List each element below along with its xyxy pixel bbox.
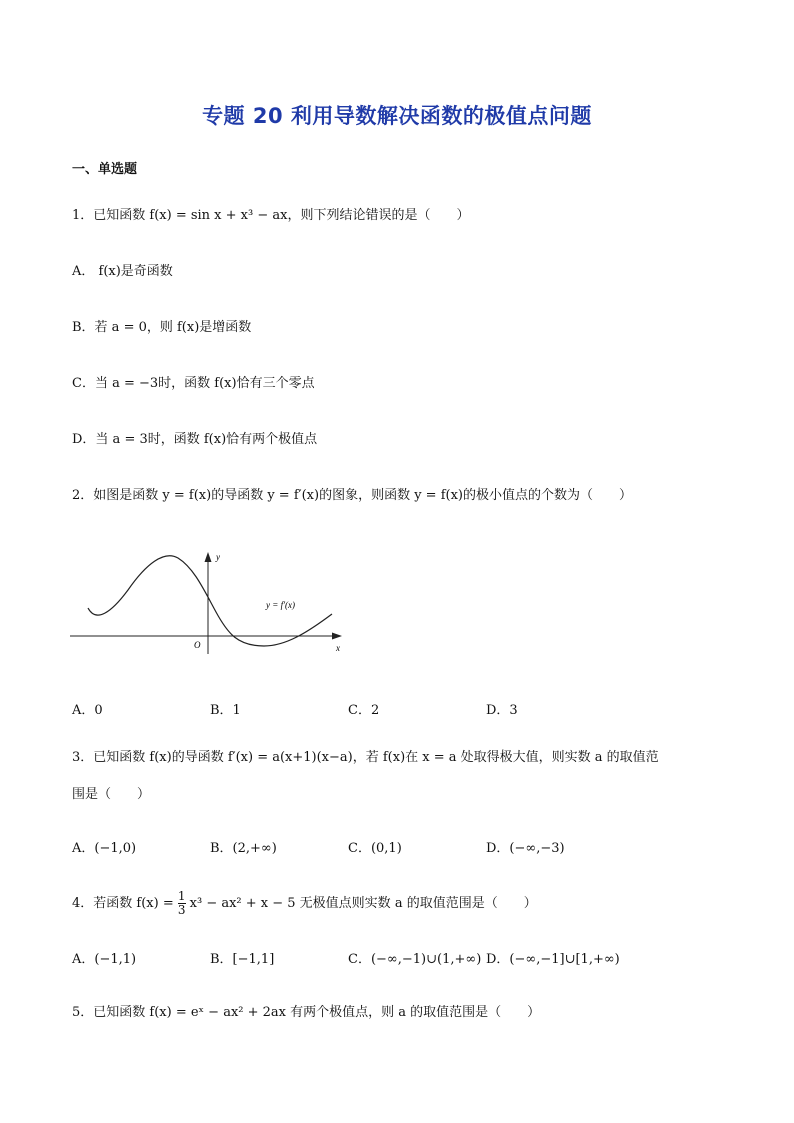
curve-label: y = f′(x)	[266, 600, 296, 610]
q4-fraction-numerator: 1	[177, 889, 186, 903]
derivative-graph	[66, 548, 352, 658]
q2-option-c: C．2	[348, 703, 380, 718]
y-axis-arrow	[205, 552, 212, 562]
q1-option-d: D．当 a = 3时，函数 f(x)恰有两个极值点	[72, 432, 318, 447]
q3-stem-line1: 3．已知函数 f(x)的导函数 f′(x) = a(x+1)(x−a)，若 f(x)在 x = a 处取得极大值，则实数 a 的取值范	[72, 750, 659, 765]
q4-option-a: A．(−1,1)	[72, 952, 137, 967]
q5-stem: 5．已知函数 f(x) = eˣ − ax² + 2ax 有两个极值点，则 a 的取值范围是（ ）	[72, 1005, 541, 1020]
derivative-curve	[88, 556, 332, 646]
q3-option-c: C．(0,1)	[348, 841, 402, 856]
q3-stem-line2: 围是（ ）	[72, 787, 151, 802]
q4-option-b: B．[−1,1]	[210, 952, 275, 967]
q4-stem	[72, 890, 537, 917]
q4-option-c: C．(−∞,−1)∪(1,+∞)	[348, 952, 482, 967]
origin-label: O	[194, 640, 201, 650]
q4-stem-prefix: 4．若函数 f(x) =	[72, 896, 174, 911]
q3-option-a: A．(−1,0)	[72, 841, 137, 856]
q4-fraction-denominator: 3	[177, 903, 186, 917]
q1-stem: 1．已知函数 f(x) = sin x + x³ − ax，则下列结论错误的是（ ）	[72, 208, 470, 223]
q2-option-b: B．1	[210, 703, 241, 718]
q1-option-a: A． f(x)是奇函数	[72, 264, 173, 279]
q3-option-d: D．(−∞,−3)	[486, 841, 565, 856]
page-title: 专题 20 利用导数解决函数的极值点问题	[202, 104, 592, 128]
q3-option-b: B．(2,+∞)	[210, 841, 277, 856]
y-axis-label: y	[216, 552, 220, 562]
q1-option-c: C．当 a = −3时，函数 f(x)恰有三个零点	[72, 376, 315, 391]
q4-stem-suffix: x³ − ax² + x − 5 无极值点则实数 a 的取值范围是（ ）	[189, 896, 537, 911]
q4-option-d: D．(−∞,−1]∪[1,+∞)	[486, 952, 620, 967]
x-axis-label: x	[336, 643, 340, 653]
q2-option-d: D．3	[486, 703, 518, 718]
q4-fraction	[178, 890, 186, 917]
q2-stem: 2．如图是函数 y = f(x)的导函数 y = f′(x)的图象，则函数 y = f(x)的极小值点的个数为（ ）	[72, 488, 632, 503]
section-heading: 一、单选题	[72, 162, 138, 177]
x-axis-arrow	[332, 633, 342, 640]
q2-option-a: A．0	[72, 703, 103, 718]
q1-option-b: B．若 a = 0，则 f(x)是增函数	[72, 320, 252, 335]
